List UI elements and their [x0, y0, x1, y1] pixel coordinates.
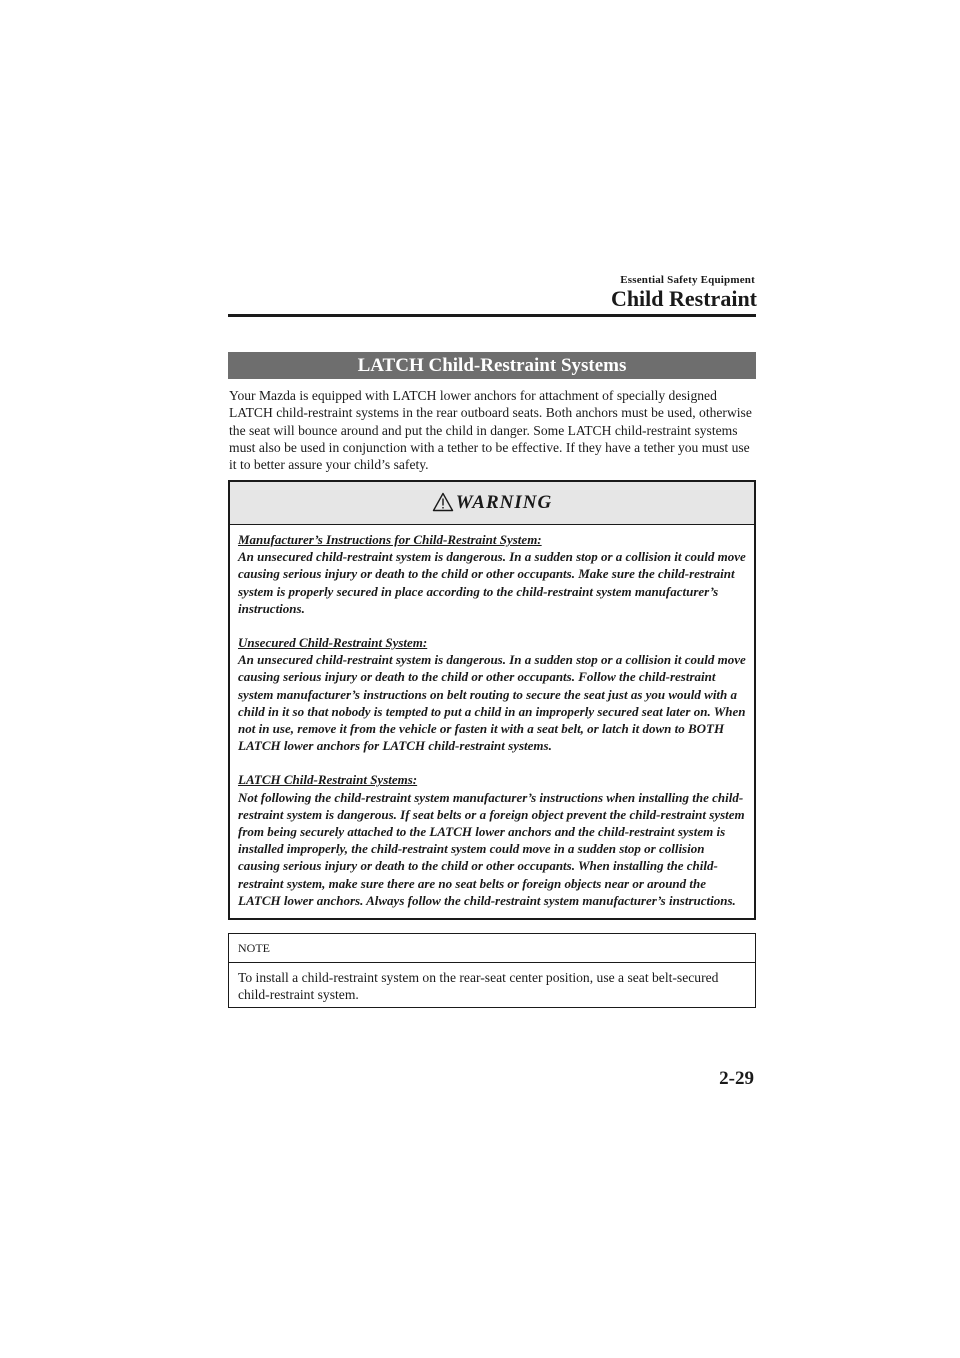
- warning-text: An unsecured child-restraint system is dangerous. In a sudden stop or a collision it could move causing serious injury or death to the child or other occupants. Make sure the child-restraint system is properly secured in place according to the child-restraint system manufacturer’s instructions.: [238, 549, 746, 616]
- warning-triangle-icon: [432, 492, 454, 512]
- section-banner: LATCH Child-Restraint Systems: [228, 352, 756, 379]
- section-label: Essential Safety Equipment: [620, 274, 755, 286]
- warning-box: [228, 480, 756, 920]
- warning-section: [238, 771, 746, 909]
- warning-body: [230, 525, 754, 909]
- page-number: 2-29: [719, 1068, 754, 1089]
- warning-text: An unsecured child-restraint system is dangerous. In a sudden stop or a collision it could move causing serious injury or death to the child or other occupants. Follow the child-restraint system manufacturer’s instructions on belt routing to secure the seat just as you would with a child in it so that nobody is tempted to put a child in an improperly secured seat later on. When not in use, remove it from the vehicle or fasten it with a seat belt, or latch it down to BOTH LATCH lower anchors for LATCH child-restraint systems.: [238, 652, 746, 754]
- note-box: [228, 933, 756, 1008]
- header-divider: [228, 314, 756, 317]
- page-title: Child Restraint: [610, 286, 757, 311]
- warning-subtitle: Manufacturer’s Instructions for Child-Restraint System:: [238, 532, 542, 547]
- note-text: To install a child-restraint system on the rear-seat center position, use a seat belt-secured child-restraint system.: [238, 970, 719, 1002]
- warning-subtitle: Unsecured Child-Restraint System:: [238, 635, 428, 651]
- warning-subtitle: LATCH Child-Restraint Systems:: [238, 772, 418, 788]
- warning-header: [230, 482, 754, 525]
- warning-section: [238, 531, 746, 617]
- warning-text: Not following the child-restraint system manufacturer’s instructions when installing the child-restraint system is dangerous. If seat belts or a foreign object prevent the child-restraint system from being securely attached to the LATCH lower anchors and the child-restraint system is installed improperly, the child-restraint system could move in a sudden stop or collision causing serious injury or death to the child or other occupants. When installing the child-restraint system, make sure there are no seat belts or foreign objects near or around the LATCH lower anchors. Always follow the child-restraint system manufacturer’s instructions.: [238, 789, 745, 908]
- intro-paragraph: Your Mazda is equipped with LATCH lower anchors for attachment of specially designed LATCH child-restraint systems in the rear outboard seats. Both anchors must be used, otherwise the seat will bounce around and put the child in danger. Some LATCH child-restraint systems must also be used in conjunction with a tether to be effective. If they have a tether you must use it to better assure your child’s safety.: [229, 388, 752, 473]
- warning-label: WARNING: [455, 492, 553, 513]
- note-label: NOTE: [229, 934, 755, 963]
- warning-section: [238, 634, 746, 754]
